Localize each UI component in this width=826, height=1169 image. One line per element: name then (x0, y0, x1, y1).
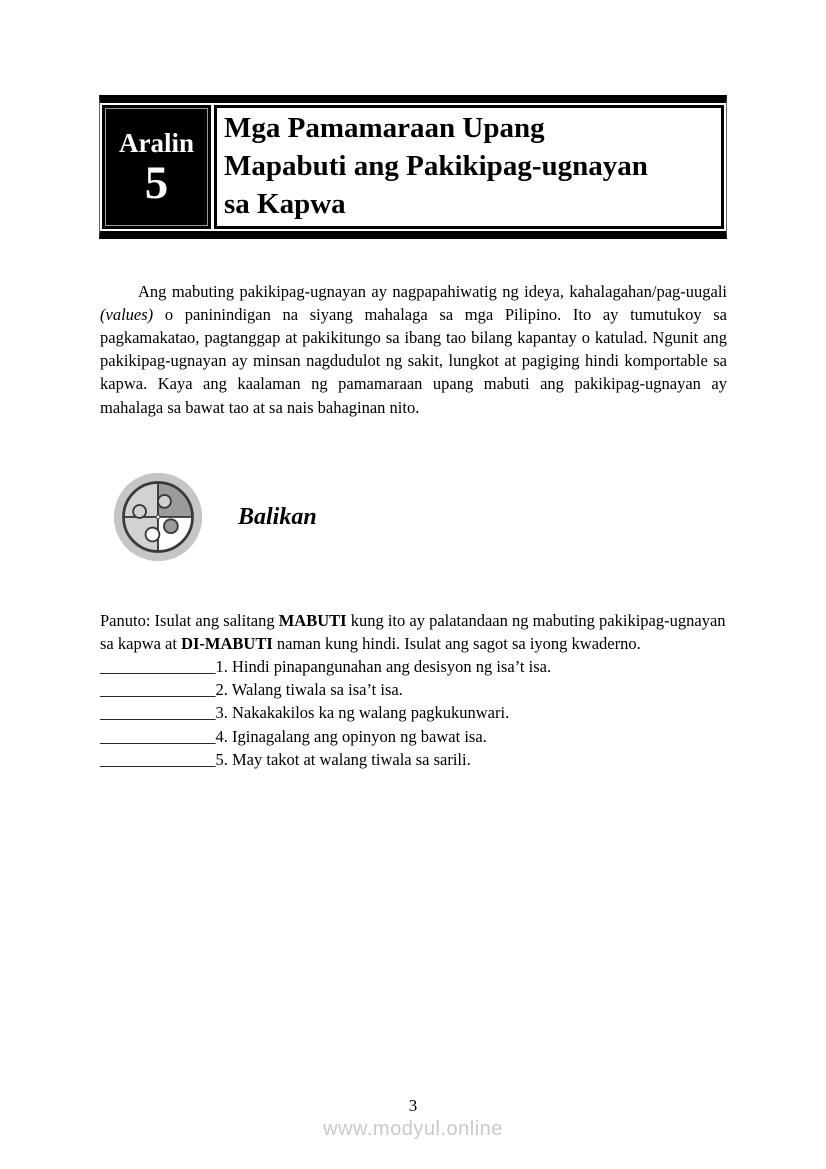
activity-item-3 (100, 701, 551, 724)
panuto-text-2: kung ito ay palatandaan ng mabuting pakikipag-ugnayan sa kapwa at (100, 610, 726, 653)
answer-blank-3: ______________ (100, 703, 216, 723)
answer-blank-1: ______________ (100, 657, 216, 676)
intro-text-italic: (values) (100, 304, 154, 324)
activity-item-4 (100, 725, 551, 748)
activity-item-1 (100, 655, 551, 678)
answer-blank-4: ______________ (100, 726, 216, 746)
panuto-bold-di-mabuti: DI-MABUTI (181, 634, 273, 653)
lesson-number: 5 (144, 157, 169, 210)
lesson-label: Aralin (118, 128, 194, 159)
activity-instructions (100, 609, 730, 656)
intro-paragraph (100, 280, 727, 419)
balikan-section-header (112, 470, 317, 564)
answer-blank-5: ______________ (100, 749, 216, 769)
balikan-heading: Balikan (238, 503, 317, 530)
website-watermark: www.modyul.online (323, 1118, 503, 1140)
activity-item-list (100, 655, 551, 771)
item-text-4: 4. Iginagalang ang opinyon ng bawat isa. (215, 726, 487, 746)
panuto-text-3: naman kung hindi. Isulat ang sagot sa iyong kwaderno. (272, 634, 641, 653)
item-text-3: 3. Nakakakilos ka ng walang pagkukunwari. (215, 703, 510, 723)
lesson-title-cell (214, 105, 724, 229)
activity-item-5 (100, 748, 551, 771)
page-number: 3 (408, 1096, 418, 1115)
intro-text-before: Ang mabuting pakikipag-ugnayan ay nagpapahiwatig ng ideya, kahalagahan/pag-uugali (138, 281, 727, 301)
item-text-5: 5. May takot at walang tiwala sa sarili. (215, 749, 471, 769)
activity-item-2 (100, 678, 551, 701)
panuto-bold-mabuti: MABUTI (278, 610, 347, 630)
panuto-text-1: Panuto: Isulat ang salitang (100, 610, 279, 630)
item-text-2: 2. Walang tiwala sa isa’t isa. (215, 680, 403, 700)
lesson-number-cell (102, 105, 211, 229)
answer-blank-2: ______________ (100, 680, 216, 700)
lesson-title-line-2: Mapabuti ang Pakikipag-ugnayan (224, 150, 648, 182)
lesson-title-line-3: sa Kapwa (224, 188, 346, 220)
lesson-header (99, 95, 727, 239)
lesson-title-line-1: Mga Pamamaraan Upang (224, 112, 545, 144)
intro-text-after: o paninindigan na siyang mahalaga sa mga Pilipino. Ito ay tumutukoy sa pagkamakatao, pagtanggap at pakikitungo sa ibang tao bilang kapantay o katulad. Ngunit ang pakikipag-ugnayan ay minsan nagdudulot ng sakit, lungkot at pagiging hindi komportable sa kapwa. Kaya ang kaalaman ng pamamaraan upang mabuti ang pakikipag-ugnayan ay mahalaga sa bawat tao at sa nais bahaginan nito. (100, 304, 727, 417)
item-text-1: 1. Hindi pinapangunahan ang desisyon ng isa’t isa. (215, 657, 552, 676)
puzzle-icon (112, 470, 204, 564)
